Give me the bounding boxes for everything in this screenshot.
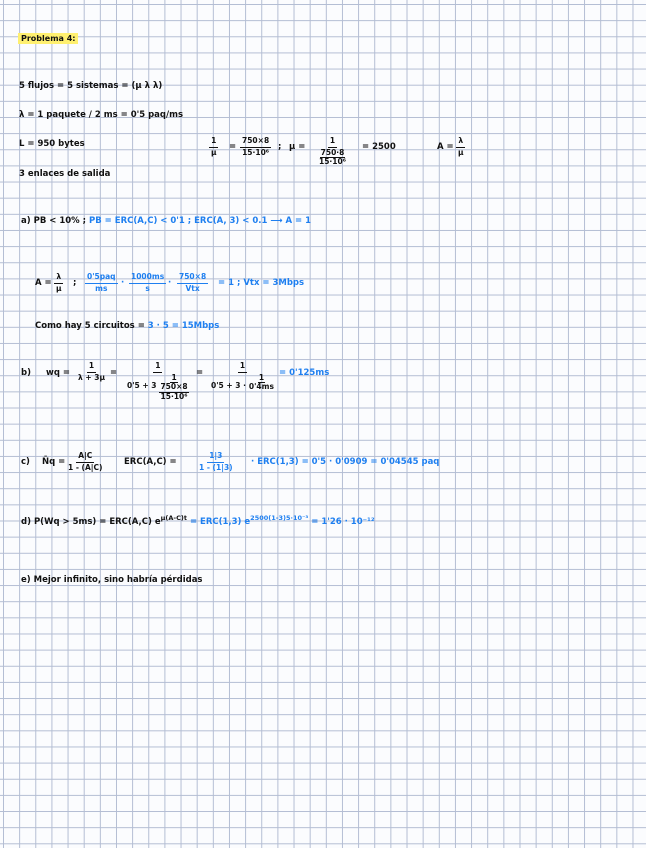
A-calc-lambda-mu: $\frac{\lambda}{\mu}$: [56, 272, 62, 293]
part-c-fraction-1: $\frac{A|C}{1 - (A|C)}$: [68, 451, 103, 472]
circuits-line: Como hay 5 circuitos = 3 · 5 = 15Mbps: [35, 321, 220, 331]
A-calc-bits-over-vtx: 750×8 Vtx: [179, 272, 207, 293]
part-c-result: · ERC(1,3) = 0'5 · 0'0909 = 0'04545 paq: [251, 457, 440, 467]
A-calc-semicolon: ;: [73, 278, 77, 288]
links-line: 3 enlaces de salida: [19, 169, 111, 179]
A-calc-lambda-value: 0'5paq ms: [87, 272, 116, 293]
part-c-label: c): [21, 457, 30, 467]
length-line: L = 950 bytes: [19, 139, 85, 149]
part-b-fraction-3: 1 0'5 + 3 · 1 0'4ms: [211, 361, 274, 392]
part-b-result: = 0'125ms: [279, 368, 330, 378]
equals-sign: =: [229, 142, 237, 152]
page-title: Problema 4:: [18, 35, 78, 43]
A-calc-result: = 1 ; Vtx = 3Mbps: [218, 278, 305, 288]
notebook-page: Problema 4: 5 flujos = 5 sistemas = (μ λ λ) λ = 1 paquete / 2 ms = 0'5 paq/ms L = 950 bytes 3 enlaces de salida $\frac{1}{\mu}$ = $\frac{750\times 8}{\text{15·10⁶}}$ ; μ = 1 750·8 15·10⁶ = 2500 A = $\frac{\lambda}{\mu}$ a) PB < 10% ; PB = ERC(A,C) < 0'1 ; ERC(A, 3) < 0.1 ⟶ A = 1 A = $\frac{\lambda}{\mu}$ ; 0'5paq ms · $\frac{1000ms}{s}$ · 750×8 Vtx = 1 ; Vtx = 3Mbps Como hay 5 circuitos = 3 · 5 = 15Mbps b) wq = $\frac{1}{\lambda + 3\mu}$ = 1 0'5 + 3 1 750×8 15·10⁶ = 1 0'5 + 3 · 1 0'4ms = 0'125ms c) N̄q = $\frac{A|C}{1 - (A|C)}$ ERC(A,C) = $\frac{1|3}{1 - (1|3)}$ · ERC(1,3) = 0'5 · 0'0909 = 0'04545 paq d) P(Wq > 5ms) = ERC(A,C) $e^{\mu(A-C)t} = ERC(1,3) e^{2500(1-3)5\cdot 10^{-3}} = 1'26 \cdot 10^{-12}$ e) Mejor infinito, sino habría pérdidas: [0, 0, 646, 848]
mu-label: μ =: [289, 142, 306, 152]
part-c-lhs: N̄q =: [42, 457, 66, 467]
part-a: a) PB < 10% ; PB = ERC(A,C) < 0'1 ; ERC(A, 3) < 0.1 ⟶ A = 1: [21, 216, 312, 226]
part-b-fraction-1: $\frac{1}{\lambda + 3\mu}$: [78, 361, 105, 382]
fraction-mu: 1 750·8 15·10⁶: [319, 136, 347, 167]
part-b-label: b): [21, 368, 31, 378]
part-b-fraction-2: 1 0'5 + 3 1 750×8 15·10⁶: [127, 361, 188, 401]
part-c-fraction-2: $\frac{1|3}{1 - (1|3)}$: [199, 451, 233, 472]
part-e: e) Mejor infinito, sino habría pérdidas: [21, 575, 203, 585]
A-calc-prefix: A =: [35, 278, 52, 288]
fraction-one-over-mu: $\frac{1}{\mu}$: [211, 136, 217, 157]
part-d: d) P(Wq > 5ms) = ERC(A,C) $e^{\mu(A-C)t} = ERC(1,3) e^{2500(1-3)5\cdot 10^{-3}} = 1'26 \cdot 10^{-12}$: [21, 514, 375, 527]
mu-result: = 2500: [362, 142, 396, 152]
flows-line: 5 flujos = 5 sistemas = (μ λ λ): [19, 81, 163, 91]
part-b-lhs: wq =: [46, 368, 71, 378]
fraction-packet-over-rate: $\frac{750\times 8}{\text{15·10⁶}}$: [242, 136, 270, 157]
fraction-lambda-over-mu: $\frac{\lambda}{\mu}$: [458, 136, 464, 157]
part-c-erc: ERC(A,C) =: [124, 457, 177, 467]
lambda-line: λ = 1 paquete / 2 ms = 0'5 paq/ms: [19, 110, 184, 120]
A-label: A =: [437, 142, 454, 152]
separator: ;: [278, 142, 282, 152]
A-calc-ms-per-s: $\frac{1000ms}{s}$: [131, 272, 165, 293]
